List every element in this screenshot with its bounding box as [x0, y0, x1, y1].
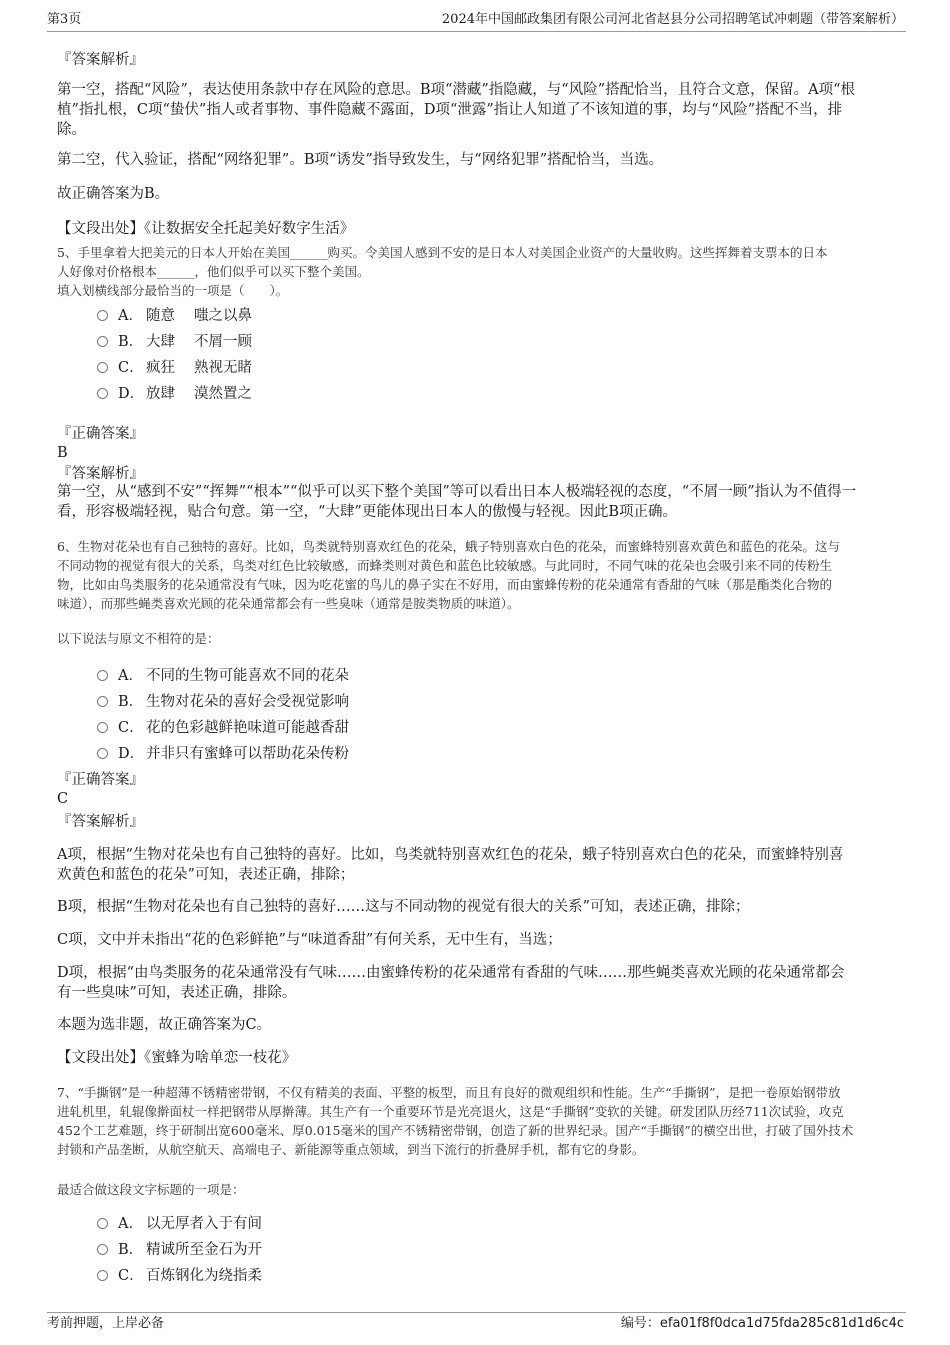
q5-option-d[interactable] — [97, 384, 252, 404]
q4-conclusion: 故正确答案为B。 — [57, 186, 170, 202]
q6-stem — [57, 537, 887, 613]
q7-stem — [57, 1083, 887, 1159]
q6-option-b[interactable] — [97, 692, 349, 712]
radio-icon[interactable] — [97, 748, 108, 759]
radio-icon[interactable] — [97, 722, 108, 733]
q4-analysis-label: 『答案解析』 — [57, 52, 144, 68]
q4-source: 【文段出处】《让数据安全托起美好数字生活》 — [57, 221, 355, 237]
q6-analysis-label: 『答案解析』 — [57, 814, 144, 830]
text-line: 封锁和产品垄断，从航空航天、高端电子、新能源等重点领域，到当下流行的折叠屏手机，都有它的身影。 — [57, 1142, 645, 1157]
q5-option-a[interactable] — [97, 306, 252, 326]
radio-icon[interactable] — [97, 362, 108, 373]
text-line: 452个工艺难题，终于研制出宽600毫米、厚0.015毫米的国产不锈精密带钢，创造了新的世界纪录。国产“手撕钢”的横空出世，打破了国外技术 — [57, 1123, 854, 1138]
text-line: 看，形容极端轻视，贴合句意。第一空，“大肆”更能体现出日本人的傲慢与轻视。因此B项正确。 — [57, 504, 677, 520]
option-letter: B． — [118, 334, 144, 350]
q7-prompt: 最适合做这段文字标题的一项是： — [57, 1182, 245, 1197]
text-line: 6、生物对花朵也有自己独特的喜好。比如，鸟类就特别喜欢红色的花朵，蛾子特别喜欢白色的花朵，而蜜蜂特别喜欢黄色和蓝色的花朵。这与 — [57, 539, 840, 554]
q4-analysis-paragraph-2: 第二空，代入验证，搭配“网络犯罪”。B项“诱发”指导致发生，与“网络犯罪”搭配恰当，当选。 — [57, 152, 664, 168]
q6-option-d[interactable] — [97, 744, 349, 764]
radio-icon[interactable] — [97, 1270, 108, 1281]
text-line: A项，根据“生物对花朵也有自己独特的喜好。比如，鸟类就特别喜欢红色的花朵，蛾子特别喜欢白色的花朵，而蜜蜂特别喜 — [57, 847, 844, 863]
q6-analysis-a — [57, 845, 887, 885]
page-header — [47, 9, 906, 32]
q6-option-a[interactable] — [97, 666, 349, 686]
option-text: 生物对花朵的喜好会受视觉影响 — [146, 694, 349, 710]
option-word-1: 大肆 — [146, 334, 175, 350]
q7-option-a[interactable] — [97, 1214, 262, 1234]
document-title: 2024年中国邮政集团有限公司河北省赵县分公司招聘笔试冲刺题（带答案解析） — [441, 12, 904, 27]
radio-icon[interactable] — [97, 696, 108, 707]
text-line: 味道），而那些蝇类喜欢光顾的花朵通常都会有一些臭味（通常是胺类物质的味道）。 — [57, 596, 520, 611]
q5-option-b[interactable] — [97, 332, 252, 352]
q4-analysis-paragraph-1 — [57, 80, 887, 140]
document-id — [621, 1315, 904, 1333]
text-line: 进轧机里，轧辊像擀面杖一样把钢带从厚擀薄。其生产有一个重要环节是光亮退火，这是“手撕钢”变软的关键。研发团队历经711次试验，攻克 — [57, 1104, 844, 1119]
page-footer — [47, 1312, 906, 1331]
option-text: 不同的生物可能喜欢不同的花朵 — [146, 668, 349, 684]
option-word-1: 放肆 — [146, 386, 175, 402]
q6-analysis-c: C项，文中并未指出“花的色彩鲜艳”与“味道香甜”有何关系，无中生有，当选； — [57, 932, 562, 948]
q5-answer-label: 『正确答案』 — [57, 426, 144, 442]
option-word-2: 漠然置之 — [194, 386, 252, 402]
q5-option-c[interactable] — [97, 358, 252, 378]
text-line: 除。 — [57, 122, 86, 138]
q6-prompt: 以下说法与原文不相符的是： — [57, 631, 220, 646]
q6-answer-label: 『正确答案』 — [57, 772, 144, 788]
text-line: 欢黄色和蓝色的花朵”可知，表述正确，排除； — [57, 867, 355, 883]
q6-option-c[interactable] — [97, 718, 349, 738]
q7-option-b[interactable] — [97, 1240, 262, 1260]
radio-icon[interactable] — [97, 1244, 108, 1255]
option-letter: B． — [118, 694, 144, 710]
q5-prompt: 填入划横线部分最恰当的一项是（ ）。 — [57, 283, 289, 298]
option-text: 精诚所至金石为开 — [146, 1242, 262, 1258]
radio-icon[interactable] — [97, 388, 108, 399]
option-text: 百炼钢化为绕指柔 — [146, 1268, 262, 1284]
document-id-label: 编号： — [620, 1316, 660, 1331]
option-text: 以无厚者入于有间 — [146, 1216, 262, 1232]
text-line: 植”指扎根，C项“蛰伏”指人或者事物、事件隐藏不露面，D项“泄露”指让人知道了不该知道的事，均与“风险”搭配不当，排 — [57, 102, 843, 118]
option-letter: C． — [118, 1268, 144, 1284]
q7-option-c[interactable] — [97, 1266, 262, 1286]
text-line: 第一空，搭配“风险”，表达使用条款中存在风险的意思。B项“潜藏”指隐藏，与“风险”搭配恰当，且符合文意，保留。A项“根 — [57, 82, 856, 98]
option-word-2: 不屑一顾 — [194, 334, 252, 350]
radio-icon[interactable] — [97, 336, 108, 347]
text-line: 7、“手撕钢”是一种超薄不锈精密带钢，不仅有精美的表面、平整的板型，而且有良好的微观组织和性能。生产“手撕钢”，是把一卷原始钢带放 — [57, 1085, 841, 1100]
q6-answer: C — [57, 791, 69, 807]
option-letter: B． — [118, 1242, 144, 1258]
text-line: D项，根据“由鸟类服务的花朵通常没有气味……由蜜蜂传粉的花朵通常有香甜的气味……那些蝇类喜欢光顾的花朵通常都会 — [57, 965, 845, 981]
page-number: 第3页 — [47, 12, 82, 27]
q5-analysis — [57, 482, 887, 522]
radio-icon[interactable] — [97, 310, 108, 321]
option-word-1: 疯狂 — [146, 360, 175, 376]
option-word-2: 熟视无睹 — [194, 360, 252, 376]
option-letter: A． — [118, 668, 143, 684]
text-line: 有一些臭味”可知，表述正确，排除。 — [57, 985, 297, 1001]
option-letter: C． — [118, 360, 144, 376]
text-line: 5、手里拿着大把美元的日本人开始在美国______购买。令美国人感到不安的是日本人对美国企业资产的大量收购。这些挥舞着支票本的日本 — [57, 245, 828, 260]
option-letter: C． — [118, 720, 144, 736]
option-word-2: 嗤之以鼻 — [194, 308, 252, 324]
text-line: 物，比如由鸟类服务的花朵通常没有气味，因为吃花蜜的鸟儿的鼻子实在不好用，而由蜜蜂传粉的花朵通常有香甜的气味（那是酯类化合物的 — [57, 577, 833, 592]
option-letter: A． — [118, 1216, 143, 1232]
document-id-value: efa01f8f0dca1d75fda285c81d1d6c4c — [659, 1316, 904, 1331]
text-line: 第一空，从“感到不安”“挥舞”“根本”“似乎可以买下整个美国”等可以看出日本人极端轻视的态度，“不屑一顾”指认为不值得一 — [57, 484, 857, 500]
text-line: 不同动物的视觉有很大的关系，鸟类对红色比较敏感，而蜂类则对黄色和蓝色比较敏感。与此同时，不同气味的花朵也会吸引来不同的传粉生 — [57, 558, 833, 573]
option-letter: A． — [118, 308, 143, 324]
q6-analysis-d — [57, 963, 887, 1003]
text-line: 人好像对价格根本______，他们似乎可以买下整个美国。 — [57, 264, 370, 279]
q6-source: 【文段出处】《蜜蜂为啥单恋一枝花》 — [57, 1050, 297, 1066]
option-letter: D． — [118, 746, 145, 762]
radio-icon[interactable] — [97, 1218, 108, 1229]
q5-analysis-label: 『答案解析』 — [57, 466, 144, 482]
q6-conclusion: 本题为选非题，故正确答案为C。 — [57, 1017, 272, 1033]
option-text: 花的色彩越鲜艳味道可能越香甜 — [146, 720, 349, 736]
radio-icon[interactable] — [97, 670, 108, 681]
option-word-1: 随意 — [146, 308, 175, 324]
footer-slogan: 考前押题，上岸必备 — [47, 1316, 165, 1331]
option-text: 并非只有蜜蜂可以帮助花朵传粉 — [146, 746, 349, 762]
q5-answer: B — [57, 445, 68, 461]
option-letter: D． — [118, 386, 145, 402]
q5-stem — [57, 243, 887, 300]
q6-analysis-b: B项，根据“生物对花朵也有自己独特的喜好……这与不同动物的视觉有很大的关系”可知，表述正确，排除； — [57, 899, 750, 915]
